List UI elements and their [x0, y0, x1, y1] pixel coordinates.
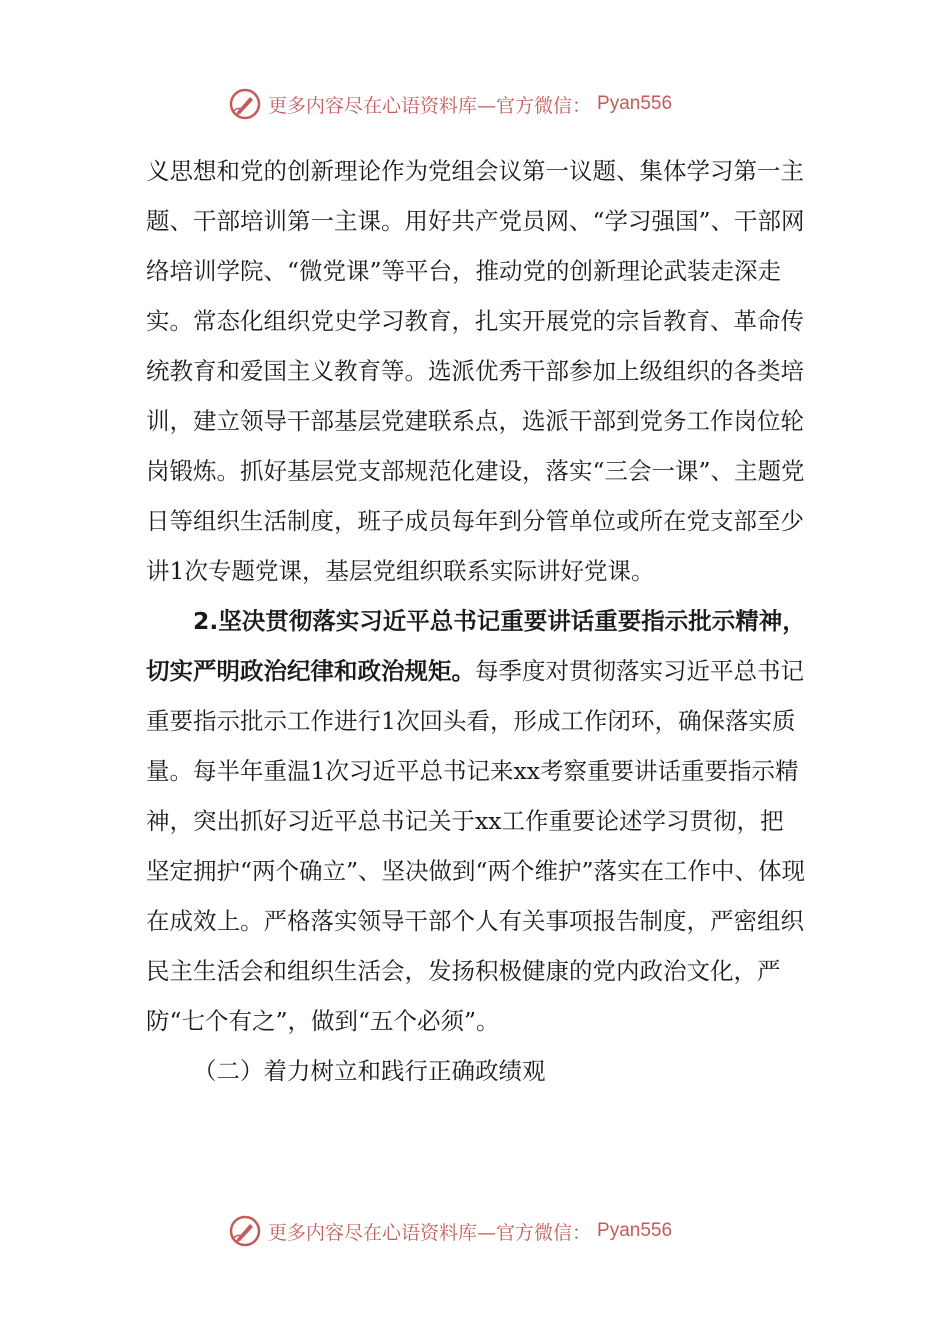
section-heading: （二）着力树立和践行正确政绩观 — [193, 1057, 546, 1085]
pen-logo-icon — [228, 87, 262, 121]
paragraph-item-2-body: 每季度对贯彻落实习近平总书记重要指示批示工作进行1次回头看，形成工作闭环，确保落实质量。每半年重温1次习近平总书记来xx考察重要讲话重要指示精神，突出抓好习近平总书记关于xx工作重要论述学习贯彻，把坚定拥护“两个确立”、坚决做到“两个维护”落实在工作中、体现在成效上。严格落实领导干部个人有关事项报告制度，严密组织民主生活会和组织生活会，发扬积极健康的党内政治文化，严防“七个有之”，做到“五个必须”。 — [146, 657, 806, 1035]
paragraph-item-2 — [146, 596, 806, 1046]
watermark-wechat-id: Pyan556 — [597, 93, 673, 114]
header-watermark — [228, 84, 672, 124]
pen-logo-icon — [228, 1214, 262, 1248]
paragraph-item-2-title: 2.坚决贯彻落实习近平总书记重要讲话重要指示批示精神，切实严明政治纪律和政治规矩。 — [146, 607, 806, 685]
watermark-text: 更多内容尽在心语资料库—官方微信： — [268, 1221, 592, 1244]
paragraph-continuation: 义思想和党的创新理论作为党组会议第一议题、集体学习第一主题、干部培训第一主课。用好共产党员网、“学习强国”、干部网络培训学院、“微党课”等平台，推动党的创新理论武装走深走实。常态化组织党史学习教育，扎实开展党的宗旨教育、革命传统教育和爱国主义教育等。选派优秀干部参加上级组织的各类培训，建立领导干部基层党建联系点，选派干部到党务工作岗位轮岗锻炼。抓好基层党支部规范化建设，落实“三会一课”、主题党日等组织生活制度，班子成员每年到分管单位或所在党支部至少讲1次专题党课，基层党组织联系实际讲好党课。 — [146, 157, 805, 585]
watermark-wechat-id: Pyan556 — [597, 1220, 673, 1241]
footer-watermark — [228, 1211, 672, 1251]
watermark-text: 更多内容尽在心语资料库—官方微信： — [268, 94, 592, 117]
document-body — [146, 146, 806, 1096]
